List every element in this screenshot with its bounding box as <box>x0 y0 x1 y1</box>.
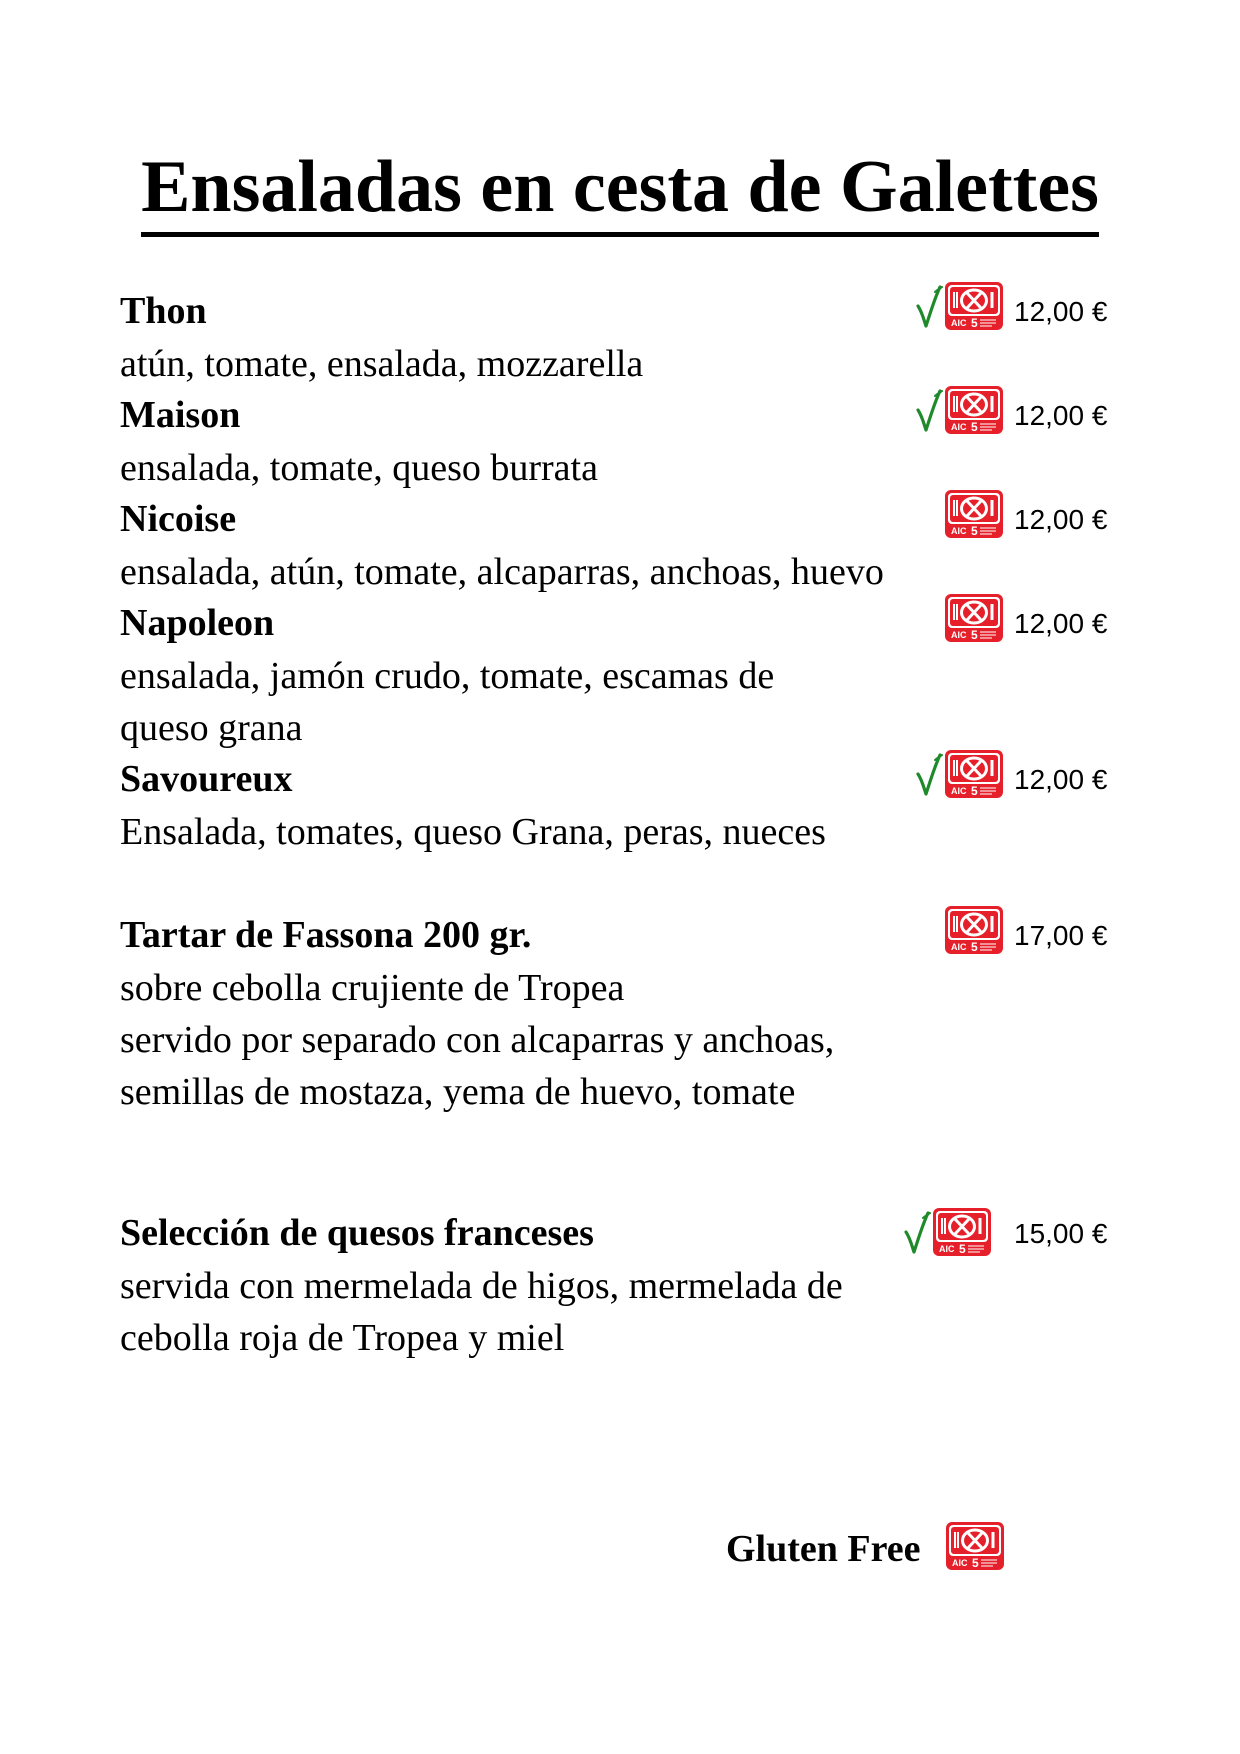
item-icons <box>915 388 1003 432</box>
menu-item-price: 15,00 € <box>1014 1218 1108 1249</box>
gluten-free-icon <box>946 1522 1004 1570</box>
menu-item-name: Tartar de Fassona 200 gr. <box>120 914 532 956</box>
menu-item-price: 17,00 € <box>1014 920 1108 951</box>
menu-item-description: ensalada, tomate, queso burrata <box>120 447 598 489</box>
item-icons <box>945 908 1003 952</box>
item-icons <box>915 752 1003 796</box>
menu-item-name: Selección de quesos franceses <box>120 1212 594 1254</box>
gluten-free-icon <box>933 1208 991 1256</box>
gluten-free-icon <box>945 750 1003 798</box>
gluten-free-icon <box>945 594 1003 642</box>
menu-item-description: queso grana <box>120 707 303 749</box>
item-icons <box>903 1210 991 1254</box>
menu-item-description: servida con mermelada de higos, mermelada de <box>120 1265 843 1307</box>
menu-item-description: semillas de mostaza, yema de huevo, tomate <box>120 1071 796 1113</box>
menu-item-name: Thon <box>120 290 207 332</box>
vegetarian-check-icon <box>915 284 943 328</box>
vegetarian-check-icon <box>903 1210 931 1254</box>
vegetarian-check-icon <box>915 752 943 796</box>
item-icons <box>915 284 1003 328</box>
vegetarian-check-icon <box>915 388 943 432</box>
menu-item-price: 12,00 € <box>1014 764 1108 795</box>
gluten-free-icon <box>945 490 1003 538</box>
menu-item-name: Savoureux <box>120 758 293 800</box>
menu-item-description: Ensalada, tomates, queso Grana, peras, nueces <box>120 811 826 853</box>
item-icons <box>945 492 1003 536</box>
menu-item-price: 12,00 € <box>1014 504 1108 535</box>
gluten-free-legend: Gluten Free <box>726 1528 921 1570</box>
menu-item-description: cebolla roja de Tropea y miel <box>120 1317 565 1359</box>
menu-item-price: 12,00 € <box>1014 608 1108 639</box>
gluten-free-icon <box>945 906 1003 954</box>
menu-item-price: 12,00 € <box>1014 296 1108 327</box>
menu-item-description: ensalada, jamón crudo, tomate, escamas de <box>120 655 775 697</box>
menu-item-description: atún, tomate, ensalada, mozzarella <box>120 343 644 385</box>
page-title: Ensaladas en cesta de Galettes <box>0 150 1240 224</box>
gluten-free-icon <box>945 282 1003 330</box>
menu-item-name: Napoleon <box>120 602 275 644</box>
menu-item-description: servido por separado con alcaparras y anchoas, <box>120 1019 835 1061</box>
menu-item-description: ensalada, atún, tomate, alcaparras, anchoas, huevo <box>120 551 884 593</box>
item-icons <box>945 596 1003 640</box>
gluten-free-icon <box>945 386 1003 434</box>
menu-item-name: Nicoise <box>120 498 237 540</box>
menu-item-price: 12,00 € <box>1014 400 1108 431</box>
menu-item-description: sobre cebolla crujiente de Tropea <box>120 967 625 1009</box>
menu-item-name: Maison <box>120 394 241 436</box>
